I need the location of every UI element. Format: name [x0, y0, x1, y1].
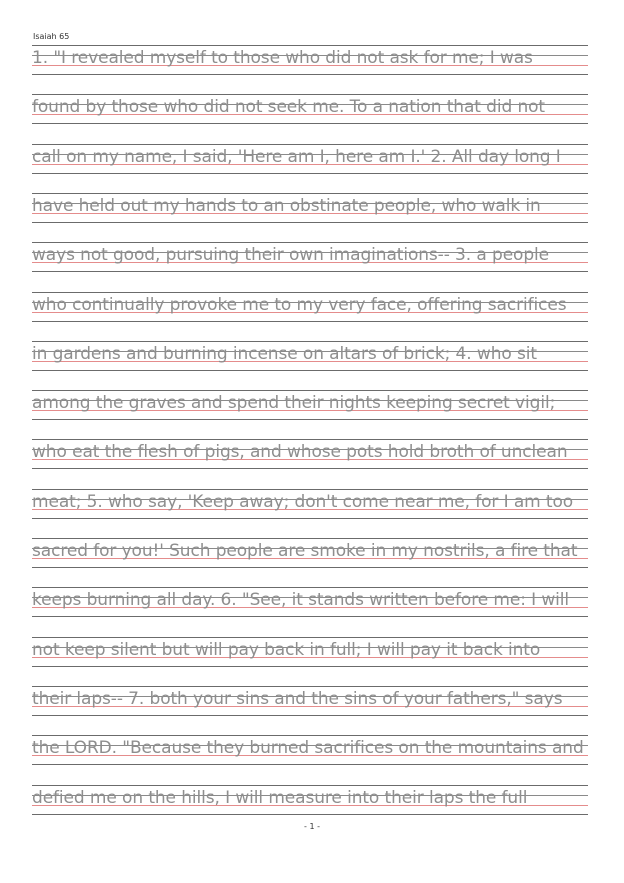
base-rule	[32, 222, 588, 223]
writing-row	[32, 439, 588, 469]
writing-row	[32, 686, 588, 716]
trace-text-line: in gardens and burning incense on altars of brick; 4. who sit	[32, 343, 537, 364]
base-rule	[32, 321, 588, 322]
top-rule	[32, 242, 588, 243]
top-rule	[32, 686, 588, 687]
top-rule	[32, 637, 588, 638]
trace-text-line: call on my name, I said, 'Here am I, here am I.' 2. All day long I	[32, 146, 561, 167]
base-rule	[32, 616, 588, 617]
writing-row	[32, 735, 588, 765]
trace-text-line: have held out my hands to an obstinate people, who walk in	[32, 195, 541, 216]
trace-text-line: found by those who did not seek me. To a nation that did not	[32, 97, 545, 118]
writing-row	[32, 785, 588, 815]
base-rule	[32, 271, 588, 272]
writing-row	[32, 587, 588, 617]
top-rule	[32, 292, 588, 293]
base-rule	[32, 123, 588, 124]
page-title: Isaiah 65	[33, 32, 70, 41]
top-rule	[32, 439, 588, 440]
top-rule	[32, 144, 588, 145]
top-rule	[32, 193, 588, 194]
base-rule	[32, 173, 588, 174]
page-number: - 1 -	[304, 822, 320, 831]
top-rule	[32, 587, 588, 588]
base-rule	[32, 715, 588, 716]
trace-text-line: who eat the flesh of pigs, and whose pots hold broth of unclean	[32, 442, 568, 463]
base-rule	[32, 419, 588, 420]
top-rule	[32, 489, 588, 490]
trace-text-line: not keep silent but will pay back in full; I will pay it back into	[32, 639, 541, 660]
writing-row	[32, 242, 588, 272]
writing-row	[32, 637, 588, 667]
trace-text-line: who continually provoke me to my very face, offering sacrifices	[32, 294, 567, 315]
top-rule	[32, 735, 588, 736]
trace-text-line: defied me on the hills, I will measure into their laps the full	[32, 787, 528, 808]
base-rule	[32, 764, 588, 765]
trace-text-line: the LORD. "Because they burned sacrifices on the mountains and	[32, 738, 584, 759]
top-rule	[32, 390, 588, 391]
writing-row	[32, 144, 588, 174]
trace-text-line: ways not good, pursuing their own imaginations-- 3. a people	[32, 245, 550, 266]
top-rule	[32, 785, 588, 786]
writing-row	[32, 94, 588, 124]
base-rule	[32, 567, 588, 568]
base-rule	[32, 74, 588, 75]
writing-row	[32, 292, 588, 322]
writing-row	[32, 341, 588, 371]
trace-text-line: their laps-- 7. both your sins and the sins of your fathers," says	[32, 688, 563, 709]
trace-text-line: meat; 5. who say, 'Keep away; don't come near me, for I am too	[32, 491, 574, 512]
writing-row	[32, 193, 588, 223]
base-rule	[32, 666, 588, 667]
base-rule	[32, 468, 588, 469]
trace-text-line: sacred for you!' Such people are smoke in my nostrils, a fire that	[32, 541, 578, 561]
writing-row	[32, 390, 588, 420]
writing-row	[32, 489, 588, 519]
trace-text-line: keeps burning all day. 6. "See, it stands written before me: I will	[32, 590, 570, 611]
trace-text-line: 1. "I revealed myself to those who did not ask for me; I was	[32, 48, 533, 68]
base-rule	[32, 518, 588, 519]
top-rule	[32, 538, 588, 539]
base-rule	[32, 814, 588, 815]
top-rule	[32, 94, 588, 95]
base-rule	[32, 370, 588, 371]
writing-row	[32, 538, 588, 568]
top-rule	[32, 45, 588, 46]
trace-text-line: among the graves and spend their nights keeping secret vigil;	[32, 393, 556, 414]
top-rule	[32, 341, 588, 342]
writing-row	[32, 45, 588, 75]
